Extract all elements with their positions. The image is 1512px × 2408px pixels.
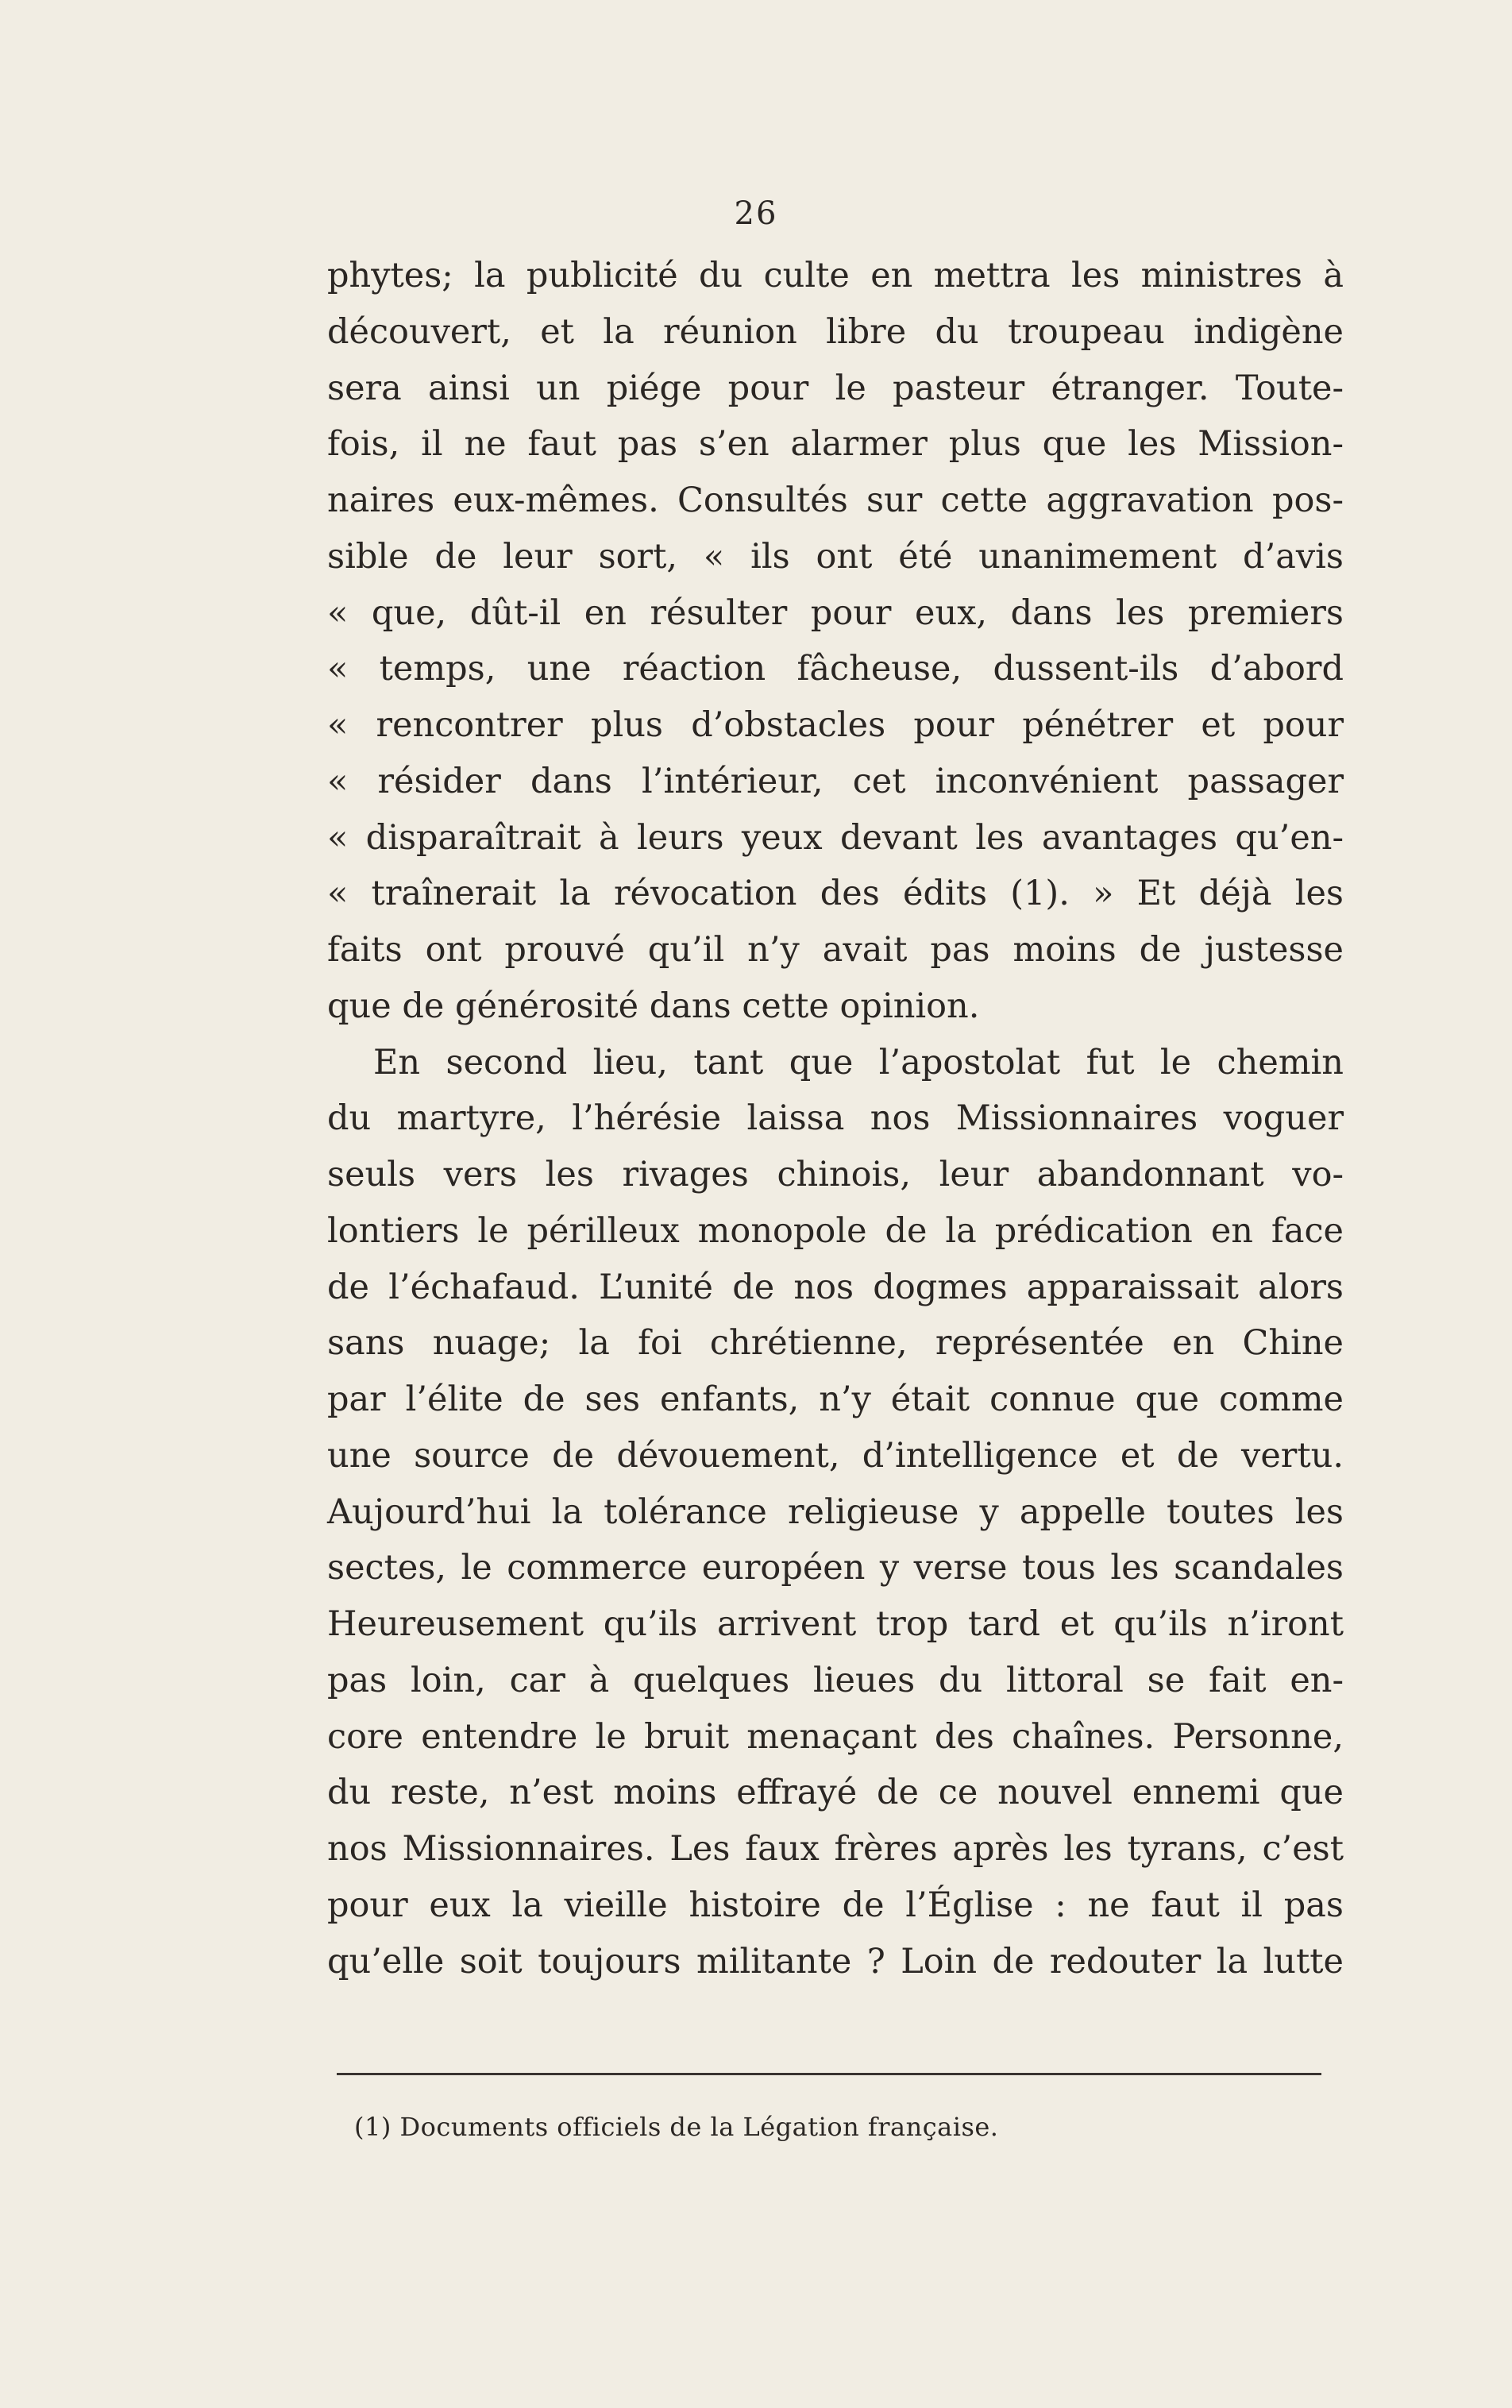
- text-line: sera ainsi un piége pour le pasteur étranger. Toute-: [327, 368, 1344, 408]
- text-line: de l’échafaud. L’unité de nos dogmes apparaissait alors: [327, 1267, 1344, 1307]
- text-line: sans nuage; la foi chrétienne, représentée en Chine: [327, 1323, 1344, 1364]
- text-line: « que, dût-il en résulter pour eux, dans les premiers: [327, 592, 1344, 633]
- text-line: pour eux la vieille histoire de l’Église : ne faut il pas: [327, 1885, 1344, 1925]
- text-line: pas loin, car à quelques lieues du littoral se fait en-: [327, 1660, 1344, 1700]
- text-line: « temps, une réaction fâcheuse, dussent-ils d’abord: [327, 649, 1344, 689]
- text-line: « résider dans l’intérieur, cet inconvénient passager: [327, 761, 1344, 801]
- text-line: par l’élite de ses enfants, n’y était connue que comme: [327, 1380, 1344, 1419]
- footnote-rule: [337, 2073, 1321, 2075]
- text-line: fois, il ne faut pas s’en alarmer plus que les Mission-: [327, 424, 1344, 465]
- text-line: « disparaîtrait à leurs yeux devant les avantages qu’en-: [327, 817, 1344, 858]
- text-line: « rencontrer plus d’obstacles pour pénétrer et pour: [327, 705, 1344, 745]
- text-line: faits ont prouvé qu’il n’y avait pas moins de justesse: [327, 930, 1344, 970]
- text-line: du reste, n’est moins effrayé de ce nouvel ennemi que: [327, 1773, 1344, 1813]
- text-line: Aujourd’hui la tolérance religieuse y appelle toutes les: [327, 1491, 1344, 1532]
- text-line: naires eux-mêmes. Consultés sur cette aggravation pos-: [327, 480, 1344, 520]
- text-line: Heureusement qu’ils arrivent trop tard et qu’ils n’iront: [327, 1604, 1344, 1644]
- text-line: qu’elle soit toujours militante ? Loin de redouter la lutte: [327, 1941, 1344, 1982]
- text-line: découvert, et la réunion libre du troupeau indigène: [327, 311, 1344, 352]
- text-line: « traînerait la révocation des édits (1). » Et déjà les: [327, 874, 1344, 914]
- text-line: seuls vers les rivages chinois, leur abandonnant vo-: [327, 1155, 1344, 1194]
- page-number: 26: [734, 195, 778, 232]
- footnote: (1) Documents officiels de la Légation française.: [354, 2112, 999, 2142]
- text-line: que de générosité dans cette opinion.: [327, 986, 980, 1026]
- body-text: [327, 248, 1344, 1989]
- text-line: lontiers le périlleux monopole de la prédication en face: [327, 1210, 1344, 1251]
- text-line: phytes; la publicité du culte en mettra les ministres à: [327, 256, 1344, 295]
- text-line: du martyre, l’hérésie laissa nos Missionnaires voguer: [327, 1098, 1344, 1139]
- text-line: sible de leur sort, « ils ont été unanimement d’avis: [327, 536, 1344, 577]
- text-line: nos Missionnaires. Les faux frères après les tyrans, c’est: [327, 1829, 1344, 1869]
- text-line: sectes, le commerce européen y verse tous les scandales: [327, 1548, 1344, 1588]
- text-line: une source de dévouement, d’intelligence et de vertu.: [327, 1435, 1344, 1476]
- text-line: En second lieu, tant que l’apostolat fut le chemin: [373, 1042, 1344, 1082]
- text-line: core entendre le bruit menaçant des chaînes. Personne,: [327, 1716, 1344, 1757]
